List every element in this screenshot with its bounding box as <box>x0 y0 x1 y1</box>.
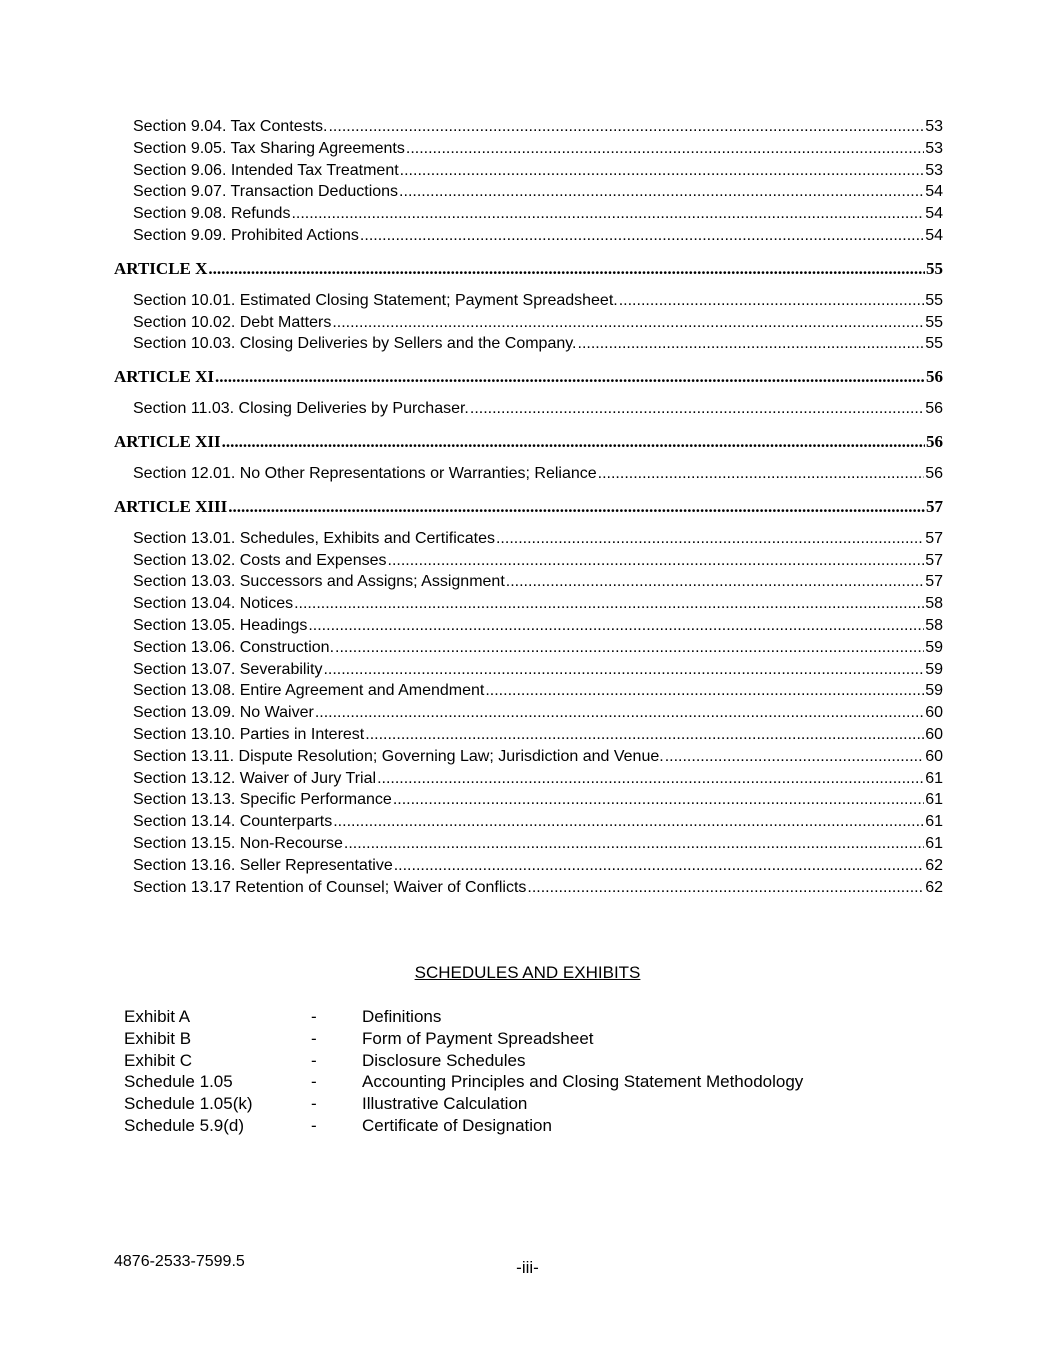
toc-entry-label: Section 13.12. Waiver of Jury Trial <box>133 769 377 787</box>
schedule-description: Disclosure Schedules <box>362 1050 526 1070</box>
toc-page-number: 55 <box>925 313 943 331</box>
schedule-name: Schedule 1.05 <box>124 1072 233 1092</box>
toc-entry-label: Section 13.06. Construction. <box>133 638 335 656</box>
toc-entry-label: Section 9.04. Tax Contests. <box>133 118 328 135</box>
toc-dot-leader <box>400 162 925 180</box>
toc-entry-label: Section 10.01. Estimated Closing Statement; Payment Spreadsheet. <box>133 291 618 309</box>
toc-dot-leader <box>393 791 924 809</box>
toc-entry-label: Section 9.08. Refunds <box>133 205 291 223</box>
toc-page-number: 58 <box>925 595 943 613</box>
toc-entry-label: ARTICLE XIII <box>114 496 228 516</box>
toc-page-number: 59 <box>925 682 943 700</box>
toc-dot-leader <box>388 552 925 570</box>
toc-entry-label: Section 9.07. Transaction Deductions <box>133 183 399 201</box>
toc-entry[interactable] <box>114 595 943 617</box>
schedule-description: Accounting Principles and Closing Statement Methodology <box>362 1072 804 1092</box>
schedule-description: Definitions <box>362 1007 442 1026</box>
toc-entry-label: Section 11.03. Closing Deliveries by Purchaser. <box>133 400 469 418</box>
toc-page-number: 53 <box>925 161 943 179</box>
page-number: -iii- <box>516 1258 539 1277</box>
table-of-contents <box>114 118 943 900</box>
toc-entry[interactable] <box>114 770 943 792</box>
toc-entry[interactable] <box>114 465 943 487</box>
toc-dot-leader <box>496 530 924 548</box>
toc-page-number: 54 <box>925 183 943 201</box>
toc-page-number: 58 <box>925 616 943 634</box>
toc-entry-label: Section 10.03. Closing Deliveries by Sellers and the Company. <box>133 335 577 353</box>
toc-entry[interactable] <box>114 704 943 726</box>
toc-entry[interactable] <box>114 639 943 661</box>
toc-entry-label: Section 13.17 Retention of Counsel; Waiver of Conflicts <box>133 878 527 896</box>
toc-entry-label: Section 13.11. Dispute Resolution; Governing Law; Jurisdiction and Venue. <box>133 747 664 765</box>
toc-page-number: 53 <box>925 139 943 157</box>
toc-dot-leader <box>294 595 924 613</box>
toc-entry[interactable] <box>114 292 943 314</box>
toc-entry[interactable] <box>114 530 943 552</box>
toc-dot-leader <box>394 857 924 875</box>
schedule-description: Certificate of Designation <box>362 1115 552 1135</box>
toc-dot-leader <box>365 726 924 744</box>
schedule-row <box>124 1116 803 1138</box>
toc-entry-label: ARTICLE X <box>114 258 208 278</box>
toc-entry-label: ARTICLE XII <box>114 431 221 451</box>
toc-dot-leader <box>315 704 924 722</box>
toc-dot-leader <box>333 813 924 831</box>
toc-entry[interactable] <box>114 118 943 140</box>
toc-dot-leader <box>578 335 925 353</box>
toc-dot-leader <box>328 118 924 136</box>
schedule-dash: - <box>311 1094 317 1114</box>
schedule-name: Schedule 1.05(k) <box>124 1094 253 1114</box>
schedule-description: Illustrative Calculation <box>362 1094 528 1114</box>
toc-entry[interactable] <box>114 552 943 574</box>
toc-entry-label: Section 13.07. Severability <box>133 660 323 678</box>
toc-page-number: 56 <box>925 400 943 418</box>
schedule-dash: - <box>311 1028 317 1048</box>
toc-entry[interactable] <box>114 791 943 813</box>
toc-entry[interactable] <box>114 183 943 205</box>
document-id: 4876-2533-7599.5 <box>114 1253 245 1270</box>
toc-entry[interactable] <box>114 857 943 879</box>
toc-dot-leader <box>527 879 924 897</box>
schedule-row <box>124 1094 803 1116</box>
toc-entry-label: Section 13.13. Specific Performance <box>133 791 392 809</box>
schedules-list <box>124 1007 803 1138</box>
toc-dot-leader <box>332 314 924 332</box>
toc-entry[interactable] <box>114 879 943 901</box>
toc-entry-label: Section 9.05. Tax Sharing Agreements <box>133 139 405 157</box>
toc-page-number: 55 <box>925 291 943 309</box>
toc-entry-label: Section 9.06. Intended Tax Treatment <box>133 161 399 179</box>
toc-article-heading[interactable] <box>114 432 943 454</box>
toc-page-number: 60 <box>925 725 943 743</box>
toc-dot-leader <box>598 465 925 483</box>
toc-entry[interactable] <box>114 835 943 857</box>
schedule-row <box>124 1072 803 1094</box>
toc-page-number: 62 <box>925 856 943 874</box>
toc-entry-label: Section 13.03. Successors and Assigns; Assignment <box>133 573 505 591</box>
toc-entry[interactable] <box>114 726 943 748</box>
toc-dot-leader <box>665 748 925 766</box>
toc-dot-leader <box>291 205 924 223</box>
toc-dot-leader <box>323 661 924 679</box>
toc-entry-label: Section 13.16. Seller Representative <box>133 856 393 874</box>
toc-page-number: 60 <box>925 704 943 722</box>
toc-entry[interactable] <box>114 205 943 227</box>
toc-article-heading[interactable] <box>114 259 943 281</box>
schedule-name: Exhibit B <box>124 1028 192 1048</box>
schedule-name: Exhibit A <box>124 1007 191 1026</box>
toc-entry[interactable] <box>114 400 943 422</box>
toc-page-number: 60 <box>925 747 943 765</box>
toc-entry[interactable] <box>114 617 943 639</box>
toc-entry[interactable] <box>114 682 943 704</box>
schedule-dash: - <box>311 1072 317 1092</box>
schedule-row <box>124 1051 803 1073</box>
toc-page-number: 57 <box>925 529 943 547</box>
toc-page-number: 56 <box>925 464 943 482</box>
toc-page-number: 59 <box>925 638 943 656</box>
toc-entry-label: Section 13.15. Non-Recourse <box>133 834 343 852</box>
toc-dot-leader <box>335 639 924 657</box>
toc-page-number: 61 <box>925 791 943 809</box>
toc-page-number: 62 <box>925 878 943 896</box>
toc-dot-leader <box>215 367 925 387</box>
toc-entry-label: ARTICLE XI <box>114 367 215 387</box>
toc-dot-leader <box>506 573 924 591</box>
toc-dot-leader <box>399 183 924 201</box>
toc-entry-label: Section 13.08. Entire Agreement and Amendment <box>133 682 485 700</box>
toc-dot-leader <box>485 682 924 700</box>
toc-entry[interactable] <box>114 335 943 357</box>
schedules-title-text: SCHEDULES AND EXHIBITS <box>414 963 641 982</box>
toc-entry-label: Section 9.09. Prohibited Actions <box>133 226 359 244</box>
schedule-name: Exhibit C <box>124 1050 193 1070</box>
toc-entry-label: Section 13.04. Notices <box>133 595 294 613</box>
toc-entry-label: Section 13.05. Headings <box>133 616 308 634</box>
toc-entry-label: Section 10.02. Debt Matters <box>133 313 332 331</box>
toc-entry[interactable] <box>114 314 943 336</box>
toc-entry[interactable] <box>114 162 943 184</box>
toc-dot-leader <box>406 140 924 158</box>
toc-entry-label: Section 13.02. Costs and Expenses <box>133 551 387 569</box>
schedule-dash: - <box>311 1115 317 1135</box>
toc-page-number: 54 <box>925 205 943 223</box>
toc-page-number: 61 <box>925 769 943 787</box>
toc-page-number: 55 <box>926 258 943 278</box>
toc-entry[interactable] <box>114 227 943 249</box>
toc-page-number: 57 <box>926 496 943 516</box>
toc-dot-leader <box>470 400 924 418</box>
toc-dot-leader <box>208 259 925 279</box>
toc-dot-leader <box>228 497 925 517</box>
schedule-row <box>124 1007 803 1029</box>
toc-dot-leader <box>619 292 924 310</box>
toc-page-number: 56 <box>926 367 943 387</box>
toc-entry-label: Section 13.14. Counterparts <box>133 813 333 831</box>
schedule-dash: - <box>311 1007 317 1026</box>
schedules-title <box>0 963 1055 983</box>
schedule-dash: - <box>311 1050 317 1070</box>
toc-entry[interactable] <box>114 813 943 835</box>
toc-page-number: 55 <box>925 335 943 353</box>
schedule-description: Form of Payment Spreadsheet <box>362 1028 594 1048</box>
toc-entry[interactable] <box>114 140 943 162</box>
toc-entry[interactable] <box>114 748 943 770</box>
toc-page-number: 54 <box>925 226 943 244</box>
toc-page-number: 56 <box>926 431 943 451</box>
schedule-row <box>124 1029 803 1051</box>
toc-page-number: 61 <box>925 834 943 852</box>
toc-entry[interactable] <box>114 661 943 683</box>
toc-entry-label: Section 13.09. No Waiver <box>133 704 314 722</box>
toc-entry-label: Section 13.01. Schedules, Exhibits and Certificates <box>133 529 495 547</box>
toc-page-number: 59 <box>925 660 943 678</box>
toc-entry[interactable] <box>114 573 943 595</box>
toc-dot-leader <box>360 227 924 245</box>
toc-page-number: 57 <box>925 573 943 591</box>
toc-entry-label: Section 12.01. No Other Representations or Warranties; Reliance <box>133 464 597 482</box>
toc-page-number: 61 <box>925 813 943 831</box>
toc-dot-leader <box>222 432 925 452</box>
toc-article-heading[interactable] <box>114 497 943 519</box>
toc-dot-leader <box>308 617 924 635</box>
toc-page-number: 57 <box>925 551 943 569</box>
toc-article-heading[interactable] <box>114 367 943 389</box>
toc-entry-label: Section 13.10. Parties in Interest <box>133 725 365 743</box>
toc-dot-leader <box>377 770 924 788</box>
toc-page-number: 53 <box>925 118 943 135</box>
schedule-name: Schedule 5.9(d) <box>124 1115 245 1135</box>
toc-dot-leader <box>344 835 924 853</box>
